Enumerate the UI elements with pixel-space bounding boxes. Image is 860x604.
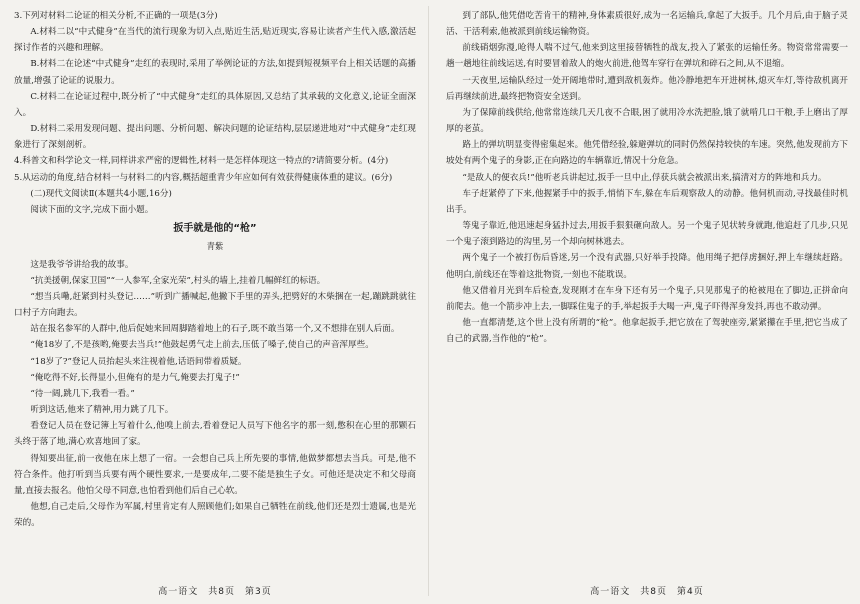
story-paragraph: 他一直都清楚,这个世上没有所谓的“枪”。他拿起扳手,把它放在了驾驶座旁,紧紧攥在手里,把它当成了自己的武器,当作他的“枪”。 — [446, 317, 848, 345]
story-paragraph: 为了保障前线供给,他常常连续几天几夜不合眼,困了就用冷水洗把脸,饿了就啃几口干粮,手上磨出了厚厚的老茧。 — [446, 107, 848, 135]
story-paragraph: “是敌人的便衣兵!”他听老兵讲起过,扳手一旦中止,俘获兵就会被派出来,搞清对方的阵地和兵力。 — [462, 172, 827, 183]
story-paragraph: 路上的弹坑明显变得密集起来。他凭借经验,躲避弹坑的同时仍然保持较快的车速。突然,他发现前方下坡处有两个鬼子的身影,正在向路边的车辆靠近,情况十分危急。 — [446, 140, 848, 167]
story-paragraph: “想当兵嘞,赶紧到村头登记……”听到广播喊起,他撇下手里的弄头,把劈好的木柴捆在一起,蹦跳跳就往口村子方向跑去。 — [14, 291, 416, 319]
page-divider — [428, 6, 429, 596]
page-footer-left: 高一语文 共8页 第3页 — [158, 587, 272, 597]
story-paragraph: “抗美援朝,保家卫国”“一人参军,全家光荣”,村头的墙上,挂着几幅鲜红的标语。 — [30, 275, 326, 286]
story-paragraph: “俺吃得不好,长得显小,但俺有的是力气,俺要去打鬼子!” — [30, 372, 240, 383]
story-paragraph: 他想,自己走后,父母作为军属,村里肯定有人照顾他们;如果自己牺牲在前线,他们还是烈士遗属,也是光荣的。 — [14, 501, 416, 529]
story-paragraph: “俺18岁了,不是孩哟,俺要去当兵!”他鼓起勇气走上前去,压低了嗓子,使自己的声音浑厚些。 — [30, 340, 374, 351]
question-3-option-d: D.材料二采用发现问题、提出问题、分析问题、解决问题的论证结构,层层递进地对“中式健身”走红现象进行了深刻剖析。 — [14, 124, 416, 151]
story-paragraph: 一天夜里,运输队经过一处开阔地带时,遭到敌机轰炸。他冷静地把车开进树林,熄灭车灯,等待敌机离开后再继续前进,最终把物资安全送到。 — [446, 75, 848, 102]
story-paragraph: 等鬼子靠近,他迅速起身猛扑过去,用扳手狠狠砸向敌人。另一个鬼子见状转身就跑,他追赶了几步,只见一个鬼子滚到路边的沟里,另一个却向树林逃去。 — [446, 221, 848, 248]
reading-instruction: 阅读下面的文字,完成下面小题。 — [30, 204, 154, 215]
story-paragraph: 看登记人员在登记簿上写着什么,他嗅上前去,看着登记人员写下他名字的那一刻,憋积在心里的那颗石头终于落了地,满心欢喜地回了家。 — [14, 421, 416, 448]
left-column — [14, 8, 416, 580]
story-paragraph: 两个鬼子一个被打伤后昏迷,另一个没有武器,只好举手投降。他用绳子把俘虏捆好,押上车继续赶路。他明白,前线还在等着这批物资,一刻也不能耽误。 — [446, 253, 848, 280]
story-paragraph: 听到这话,他来了精神,用力跳了几下。 — [30, 405, 174, 416]
story-paragraph: 到了部队,他凭借吃苦肯干的精神,身体素质很好,成为一名运输兵,拿起了大扳手。几个月后,由于脑子灵活、干活利索,他被派到前线运输物资。 — [446, 11, 848, 38]
story-paragraph: “18岁了?”登记人员抬起头来注视着他,话语间带着质疑。 — [30, 356, 247, 367]
question-3-option-b: B.材料二在论述“中式健身”走红的表现时,采用了举例论证的方法,如提到短视频平台上相关话题的高播放量,增强了论证的说服力。 — [14, 59, 416, 86]
story-paragraph: 这是我爷爷讲给我的故事。 — [30, 259, 134, 270]
story-paragraph: 站在报名参军的人群中,他后促她来回周脚踏着地上的石子,既不敢当第一个,又不想排在别人后面。 — [30, 324, 400, 335]
story-author: 青紫 — [206, 240, 224, 251]
story-title: 扳手就是他的“枪” — [173, 223, 257, 235]
right-column — [446, 8, 848, 580]
question-4: 4.科普文和科学论文一样,同样讲求严密的逻辑性,材料一是怎样体现这一特点的?请简要分析。(4分) — [14, 156, 389, 167]
story-paragraph: 他又借着月光到车后检查,发现刚才在车身下还有另一个鬼子,只见那鬼子的枪被甩在了脚边,正拼命向前爬去。他一个箭步冲上去,一脚踩住鬼子的手,举起扳手大喝一声,鬼子吓得浑身发抖,再也不敢动弹。 — [446, 285, 848, 312]
story-paragraph: 前线硝烟弥漫,呛得人喘不过气,他来到这里接替牺牲的战友,投入了紧张的运输任务。物资常常需要一趟一趟地往前线运送,有时要冒着敌人的炮火前进,他驾车穿行在弹坑和碎石之间,从不退缩。 — [446, 43, 848, 70]
question-3-option-a: A.材料二以“中式健身”在当代的流行现象为切入点,贴近生活,贴近现实,容易让读者产生代入感,激活起探讨作者的兴趣和理解。 — [14, 27, 416, 54]
question-3-option-c: C.材料二在论证过程中,既分析了“中式健身”走红的具体原因,又总结了其承载的文化意义,论证全面深入。 — [14, 91, 416, 118]
question-3: 3.下列对材料二论证的相关分析,不正确的一项是(3分) — [14, 11, 218, 21]
story-paragraph: 车子赶紧停了下来,他握紧手中的扳手,悄悄下车,躲在车后观察敌人的动静。他伺机而动,寻找最佳时机出手。 — [446, 188, 848, 215]
question-5: 5.从运动的角度,结合材料一与材料二的内容,概括超重青少年应如何有效获得健康体重的建议。(6分) — [14, 172, 393, 183]
story-paragraph: 得知要出征,前一夜他在床上想了一宿。一会想自己兵上所先要的事情,他做梦都想去当兵。可是,他不符合条件。他打听到当兵要有两个硬性要求,一是要成年,二要不能是独生子女。可他还是决定不和父母商量,直接去报名。他怕父母不同意,也怕看到他们后自己心软。 — [14, 453, 416, 496]
section-heading: (二)现代文阅读Ⅱ(本题共4小题,16分) — [30, 188, 172, 199]
story-paragraph: “待一阔,跳几下,我看一看。” — [30, 388, 135, 399]
page-footer-right: 高一语文 共8页 第4页 — [590, 587, 704, 597]
